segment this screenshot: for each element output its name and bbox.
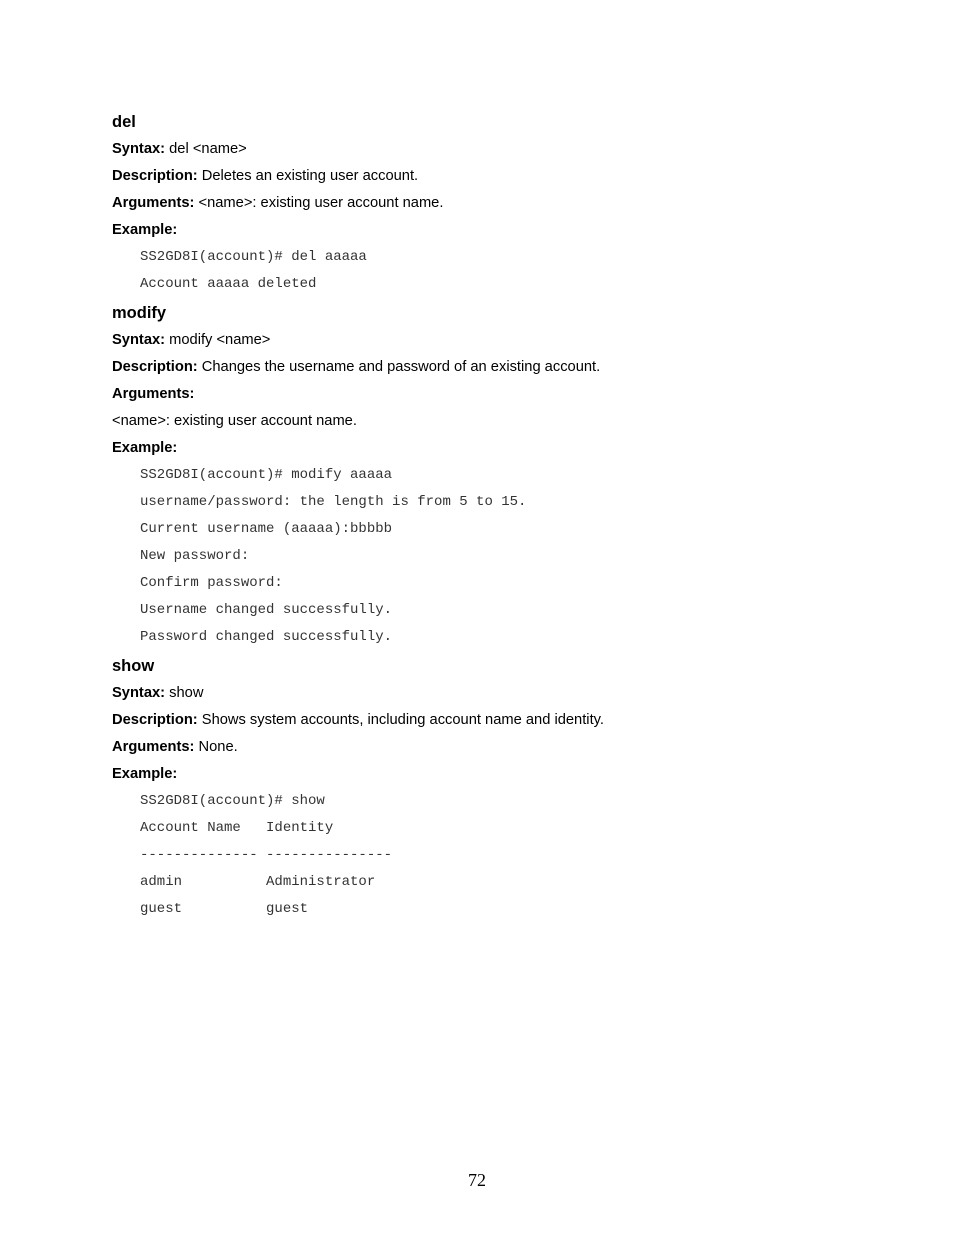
- syntax-line: [112, 330, 832, 350]
- arguments-label: Arguments:: [112, 195, 195, 211]
- arguments-line: [112, 384, 832, 404]
- description-value: Shows system accounts, including account name and identity.: [197, 712, 604, 728]
- code-line: guest guest: [140, 901, 309, 917]
- section-del: [112, 112, 832, 294]
- description-label: Description:: [112, 712, 198, 728]
- section-modify: [112, 303, 832, 647]
- example-line: [112, 764, 832, 784]
- syntax-label: Syntax:: [112, 332, 166, 348]
- example-label: Example:: [112, 766, 178, 782]
- arguments-line: [112, 737, 832, 757]
- code-line: Confirm password:: [140, 575, 283, 591]
- syntax-value: modify <name>: [165, 332, 271, 348]
- section-title: modify: [112, 304, 167, 322]
- description-line: [112, 710, 832, 730]
- arguments-value: <name>: existing user account name.: [194, 195, 444, 211]
- example-label: Example:: [112, 222, 178, 238]
- code-line: New password:: [140, 548, 250, 564]
- description-value: Deletes an existing user account.: [197, 168, 419, 184]
- syntax-label: Syntax:: [112, 685, 166, 701]
- section-title: show: [112, 657, 155, 675]
- code-line: Account Name Identity: [140, 820, 334, 836]
- code-line: Username changed successfully.: [140, 602, 393, 618]
- arguments-value: None.: [194, 739, 238, 755]
- arguments-value-line: [112, 411, 832, 431]
- code-line: SS2GD8I(account)# show: [140, 793, 325, 809]
- syntax-value: del <name>: [165, 141, 247, 157]
- section-title: del: [112, 113, 136, 131]
- description-line: [112, 166, 832, 186]
- arguments-label: Arguments:: [112, 386, 195, 402]
- description-value: Changes the username and password of an existing account.: [197, 359, 601, 375]
- code-line: Password changed successfully.: [140, 629, 393, 645]
- syntax-label: Syntax:: [112, 141, 166, 157]
- section-show: [112, 656, 832, 919]
- code-line: admin Administrator: [140, 874, 376, 890]
- example-line: [112, 438, 832, 458]
- code-line: Account aaaaa deleted: [140, 276, 317, 292]
- page-number: 72: [468, 1170, 486, 1190]
- example-line: [112, 220, 832, 240]
- description-line: [112, 357, 832, 377]
- syntax-line: [112, 139, 832, 159]
- code-line: SS2GD8I(account)# modify aaaaa: [140, 467, 393, 483]
- code-line: Current username (aaaaa):bbbbb: [140, 521, 393, 537]
- document-body: [112, 112, 832, 926]
- description-label: Description:: [112, 359, 198, 375]
- description-label: Description:: [112, 168, 198, 184]
- arguments-label: Arguments:: [112, 739, 195, 755]
- syntax-value: show: [165, 685, 204, 701]
- arguments-line: [112, 193, 832, 213]
- syntax-line: [112, 683, 832, 703]
- code-line: -------------- ---------------: [140, 847, 393, 863]
- code-line: SS2GD8I(account)# del aaaaa: [140, 249, 367, 265]
- example-label: Example:: [112, 440, 178, 456]
- arguments-value: <name>: existing user account name.: [112, 413, 357, 429]
- code-line: username/password: the length is from 5 to 15.: [140, 494, 527, 510]
